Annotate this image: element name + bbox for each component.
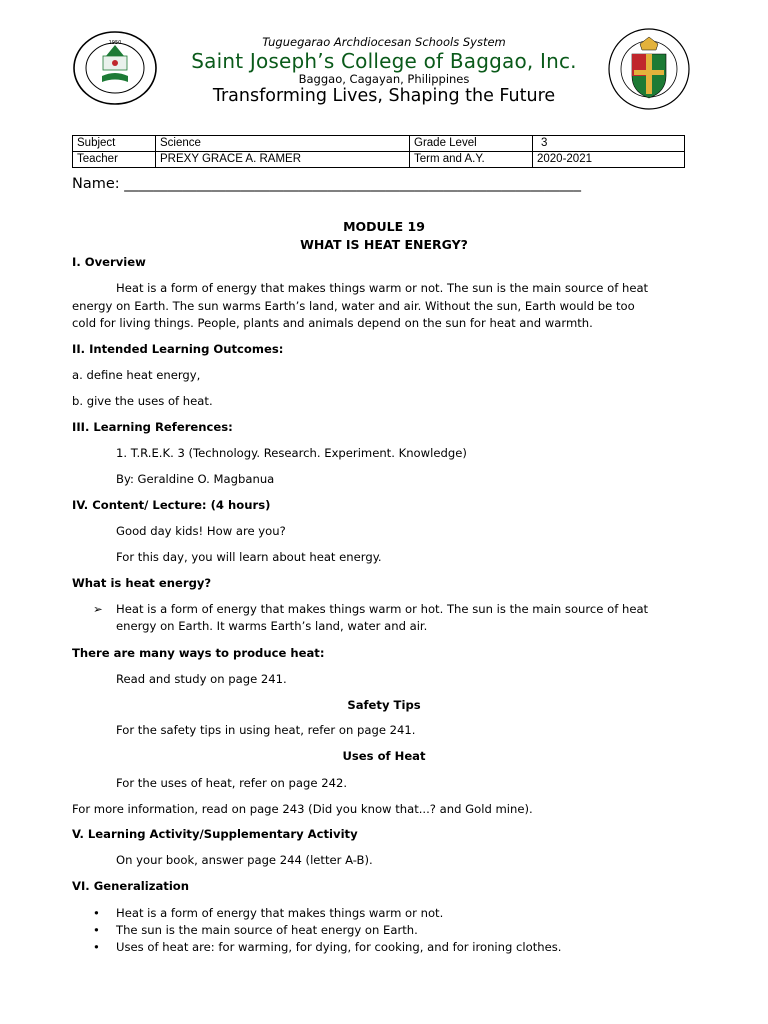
outcomes-heading: II. Intended Learning Outcomes: xyxy=(72,342,284,356)
teacher-value: PREXY GRACE A. RAMER xyxy=(156,152,410,168)
overview-line-3: cold for living things. People, plants and animals depend on the sun for heat and warmth. xyxy=(72,316,593,330)
student-name-field: Name: _______________________________________________________________ xyxy=(72,176,582,192)
overview-line-2: energy on Earth. The sun warms Earth’s land, water and air. Without the sun, Earth would be too xyxy=(72,299,635,313)
grade-level-label: Grade Level xyxy=(410,136,533,152)
outcome-b: b. give the uses of heat. xyxy=(72,394,213,408)
safety-tips-text: For the safety tips in using heat, refer on page 241. xyxy=(116,723,416,737)
overview-heading: I. Overview xyxy=(72,255,146,269)
bullet-icon: • xyxy=(93,940,100,954)
definition-line-2: energy on Earth. It warms Earth’s land, water and air. xyxy=(116,619,428,633)
module-title: WHAT IS HEAT ENERGY? xyxy=(300,237,468,252)
school-system-name: Tuguegarao Archdiocesan Schools System xyxy=(262,35,506,49)
uses-of-heat-text: For the uses of heat, refer on page 242. xyxy=(116,776,348,790)
term-label: Term and A.Y. xyxy=(410,152,533,168)
module-info-table xyxy=(72,135,685,168)
intro-text: For this day, you will learn about heat energy. xyxy=(116,550,382,564)
generalization-heading: VI. Generalization xyxy=(72,879,190,893)
activity-heading: V. Learning Activity/Supplementary Activity xyxy=(72,827,358,841)
content-heading: IV. Content/ Lecture: (4 hours) xyxy=(72,498,271,512)
greeting-text: Good day kids! How are you? xyxy=(116,524,286,538)
table-row xyxy=(73,152,685,168)
more-info-text: For more information, read on page 243 (Did you know that...? and Gold mine). xyxy=(72,802,533,816)
table-row xyxy=(73,136,685,152)
module-number: MODULE 19 xyxy=(343,219,425,234)
school-motto: Transforming Lives, Shaping the Future xyxy=(212,86,556,106)
overview-line-1: Heat is a form of energy that makes things warm or not. The sun is the main source of heat xyxy=(116,281,649,295)
reference-item-1: 1. T.R.E.K. 3 (Technology. Research. Experiment. Knowledge) xyxy=(116,446,467,460)
uses-of-heat-heading: Uses of Heat xyxy=(342,749,426,763)
school-address: Baggao, Cagayan, Philippines xyxy=(298,72,470,86)
outcome-a: a. define heat energy, xyxy=(72,368,201,382)
references-heading: III. Learning References: xyxy=(72,420,233,434)
ways-text: Read and study on page 241. xyxy=(116,672,287,686)
subject-label: Subject xyxy=(73,136,156,152)
arrow-bullet-icon: ➢ xyxy=(93,602,103,616)
grade-level-value: 3 xyxy=(533,136,685,152)
safety-tips-heading: Safety Tips xyxy=(347,698,421,712)
school-name: Saint Joseph’s College of Baggao, Inc. xyxy=(191,49,577,73)
reference-author: By: Geraldine O. Magbanua xyxy=(116,472,275,486)
generalization-item: Heat is a form of energy that makes things warm or not. xyxy=(116,906,444,920)
bullet-icon: • xyxy=(93,923,100,937)
activity-text: On your book, answer page 244 (letter A-B). xyxy=(116,853,373,867)
subject-value: Science xyxy=(156,136,410,152)
definition-line-1: Heat is a form of energy that makes things warm or hot. The sun is the main source of heat xyxy=(116,602,649,616)
what-is-heat-heading: What is heat energy? xyxy=(72,576,212,590)
term-value: 2020-2021 xyxy=(533,152,685,168)
bullet-icon: • xyxy=(93,906,100,920)
ways-heading: There are many ways to produce heat: xyxy=(72,646,325,660)
generalization-item: The sun is the main source of heat energy on Earth. xyxy=(116,923,418,937)
generalization-item: Uses of heat are: for warming, for dying, for cooking, and for ironing clothes. xyxy=(116,940,562,954)
teacher-label: Teacher xyxy=(73,152,156,168)
svg-text:1950: 1950 xyxy=(108,40,122,46)
